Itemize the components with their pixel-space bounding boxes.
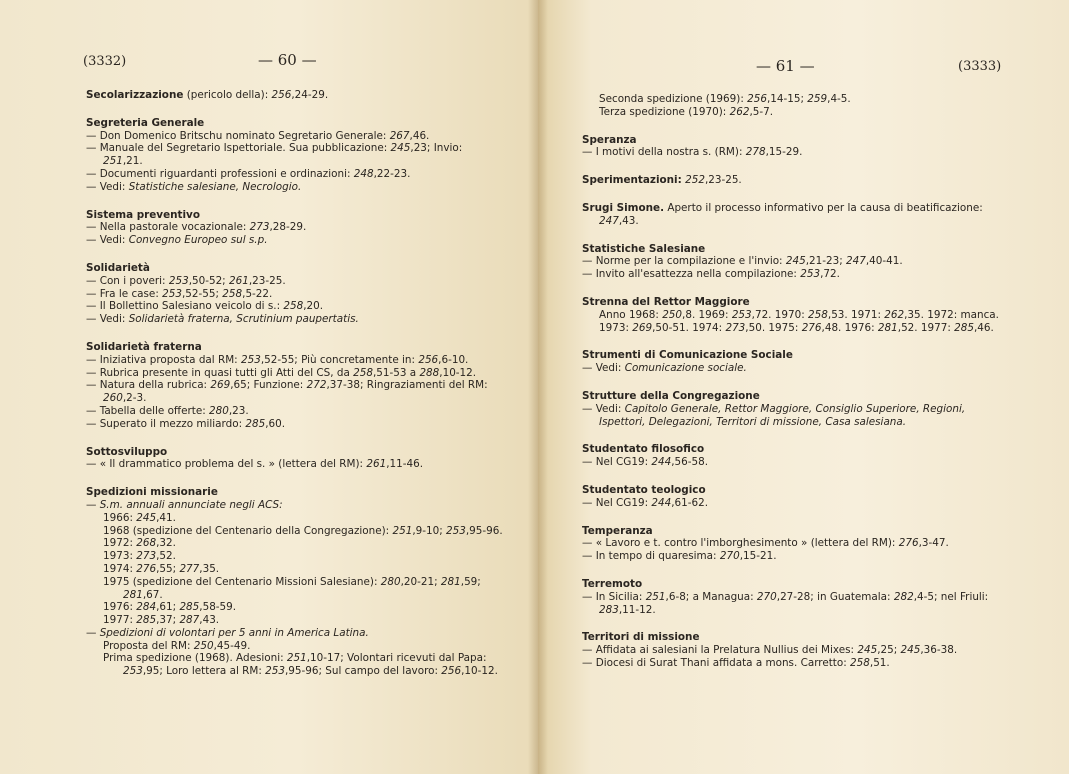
entry-line: 283,11-12. [599, 603, 656, 616]
right-page [538, 0, 1069, 774]
entry-line: 1966: 245,41. [103, 511, 176, 524]
entry-line: 253,95; Loro lettera al RM: 253,95-96; Sul campo del lavoro: 256,10-12. [123, 665, 498, 678]
entry-heading: Territori di missione [582, 631, 700, 644]
right-index-column [582, 93, 1032, 685]
entry-heading: Temperanza [582, 524, 653, 537]
entry-line: 1973: 273,52. [103, 550, 176, 563]
index-entry [86, 341, 511, 431]
entry-line: — Vedi: Convegno Europeo sul s.p. [86, 234, 268, 247]
entry-line: Terza spedizione (1970): 262,5-7. [599, 105, 774, 118]
entry-heading: Solidarietà [86, 261, 150, 274]
book-spine [528, 0, 548, 774]
index-entry [582, 390, 1032, 428]
entry-heading: Studentato teologico [582, 483, 706, 496]
entry-line: — Invito all'esattezza nella compilazione: 253,72. [582, 268, 840, 281]
index-entry [86, 89, 511, 102]
entry-line: 260,2-3. [103, 392, 147, 405]
entry-heading: Spedizioni missionarie [86, 486, 218, 499]
entry-line: — Superato il mezzo miliardo: 285,60. [86, 417, 286, 430]
entry-line: Anno 1968: 250,8. 1969: 253,72. 1970: 258,53. 1971: 262,35. 1972: manca. [599, 308, 999, 321]
entry-line: — Vedi: Capitolo Generale, Rettor Maggiore, Consiglio Superiore, Regioni, [582, 402, 966, 415]
left-page-number: — 60 — [258, 51, 317, 69]
index-entry [86, 262, 511, 326]
entry-heading: Strumenti di Comunicazione Sociale [582, 349, 793, 362]
entry-line: 1973: 269,50-51. 1974: 273,50. 1975: 276,48. 1976: 281,52. 1977: 285,46. [599, 321, 994, 334]
entry-line: — « Lavoro e t. contro l'imborghesimento » (lettera del RM): 276,3-47. [582, 537, 949, 550]
entry-line: — Nella pastorale vocazionale: 273,28-29. [86, 221, 307, 234]
entry-line: — « Il drammatico problema del s. » (lettera del RM): 261,11-46. [86, 458, 424, 471]
entry-line: — Affidata ai salesiani la Prelatura Nullius dei Mixes: 245,25; 245,36-38. [582, 644, 958, 657]
entry-line: — Norme per la compilazione e l'invio: 245,21-23; 247,40-41. [582, 255, 903, 268]
entry-line: — Fra le case: 253,52-55; 258,5-22. [86, 287, 273, 300]
entry-heading: Statistiche Salesiane [582, 242, 706, 255]
entry-line: — Manuale del Segretario Ispettoriale. Sua pubblicazione: 245,23; Invio: [86, 142, 463, 155]
entry-line: — Il Bollettino Salesiano veicolo di s.: 258,20. [86, 300, 324, 313]
entry-line: — Vedi: Solidarietà fraterna, Scrutinium paupertatis. [86, 313, 359, 326]
index-entry [582, 443, 1032, 469]
index-entry [582, 93, 1032, 119]
entry-line: — Rubrica presente in quasi tutti gli Atti del CS, da 258,51-53 a 288,10-12. [86, 366, 477, 379]
index-entry [582, 134, 1032, 160]
entry-heading: Terremoto [582, 577, 643, 590]
entry-line: — In tempo di quaresima: 270,15-21. [582, 550, 777, 563]
left-index-column [86, 89, 511, 693]
entry-line: — Natura della rubrica: 269,65; Funzione: 272,37-38; Ringraziamenti del RM: [86, 379, 488, 392]
entry-heading: Segreteria Generale [86, 116, 205, 129]
entry-line: — I motivi della nostra s. (RM): 278,15-29. [582, 146, 803, 159]
index-entry [582, 484, 1032, 510]
entry-line: Proposta del RM: 250,45-49. [103, 639, 251, 652]
entry-heading: Studentato filosofico [582, 443, 705, 456]
index-entry [582, 174, 1032, 187]
entry-line: — Don Domenico Britschu nominato Segretario Generale: 267,46. [86, 129, 430, 142]
entry-line: 1977: 285,37; 287,43. [103, 614, 220, 627]
entry-line: — Con i poveri: 253,50-52; 261,23-25. [86, 274, 286, 287]
index-entry [582, 296, 1032, 334]
entry-line: — S.m. annuali annunciate negli ACS: [86, 498, 283, 511]
entry-line: — Iniziativa proposta dal RM: 253,52-55; Più concretamente in: 256,6-10. [86, 353, 469, 366]
entry-line: 251,21. [103, 155, 143, 168]
entry-heading: Strenna del Rettor Maggiore [582, 295, 750, 308]
index-entry [582, 243, 1032, 281]
entry-heading: Solidarietà fraterna [86, 340, 202, 353]
entry-line: — Nel CG19: 244,56-58. [582, 456, 709, 469]
right-header-code: (3333) [958, 59, 1002, 74]
entry-heading: Strutture della Congregazione [582, 389, 760, 402]
entry-heading: Sistema preventivo [86, 208, 200, 221]
entry-line: Seconda spedizione (1969): 256,14-15; 259,4-5. [599, 93, 851, 105]
index-entry [86, 446, 511, 472]
entry-line: Prima spedizione (1968). Adesioni: 251,10-17; Volontari ricevuti dal Papa: [103, 652, 487, 665]
entry-heading: Speranza [582, 133, 637, 146]
right-page-number: — 61 — [756, 57, 815, 75]
entry-line: — Vedi: Comunicazione sociale. [582, 362, 747, 375]
index-entry [86, 486, 511, 678]
entry-line: 1968 (spedizione del Centenario della Congregazione): 251,9-10; 253,95-96. [103, 524, 503, 537]
entry-line: Ispettori, Delegazioni, Territori di missione, Casa salesiana. [599, 415, 907, 428]
entry-line: Srugi Simone. Aperto il processo informativo per la causa di beatificazione: [582, 201, 983, 214]
entry-line: 1976: 284,61; 285,58-59. [103, 601, 237, 614]
entry-line: — Diocesi di Surat Thani affidata a mons. Carretto: 258,51. [582, 656, 890, 669]
index-entry [86, 117, 511, 194]
entry-line: — Spedizioni di volontari per 5 anni in America Latina. [86, 626, 369, 639]
entry-line: 247,43. [599, 214, 639, 227]
left-header-code: (3332) [83, 54, 127, 69]
index-entry [582, 525, 1032, 563]
entry-line: — Documenti riguardanti professioni e ordinazioni: 248,22-23. [86, 167, 411, 180]
index-entry [582, 631, 1032, 669]
entry-line: — In Sicilia: 251,6-8; a Managua: 270,27-28; in Guatemala: 282,4-5; nel Friuli: [582, 590, 989, 603]
index-entry [86, 209, 511, 247]
entry-line: — Nel CG19: 244,61-62. [582, 496, 709, 509]
entry-line: 1972: 268,32. [103, 537, 176, 550]
entry-line: Sperimentazioni: 252,23-25. [582, 174, 742, 187]
entry-line: — Vedi: Statistiche salesiane, Necrologio. [86, 180, 302, 193]
entry-heading: Sottosviluppo [86, 445, 168, 458]
entry-line: 281,67. [123, 588, 163, 601]
index-entry [582, 578, 1032, 616]
entry-line: — Tabella delle offerte: 280,23. [86, 404, 249, 417]
entry-line: 1974: 276,55; 277,35. [103, 562, 220, 575]
entry-line: Secolarizzazione (pericolo della): 256,24-29. [86, 89, 329, 101]
index-entry [582, 349, 1032, 375]
index-entry [582, 202, 1032, 228]
entry-line: 1975 (spedizione del Centenario Missioni Salesiane): 280,20-21; 281,59; [103, 575, 481, 588]
